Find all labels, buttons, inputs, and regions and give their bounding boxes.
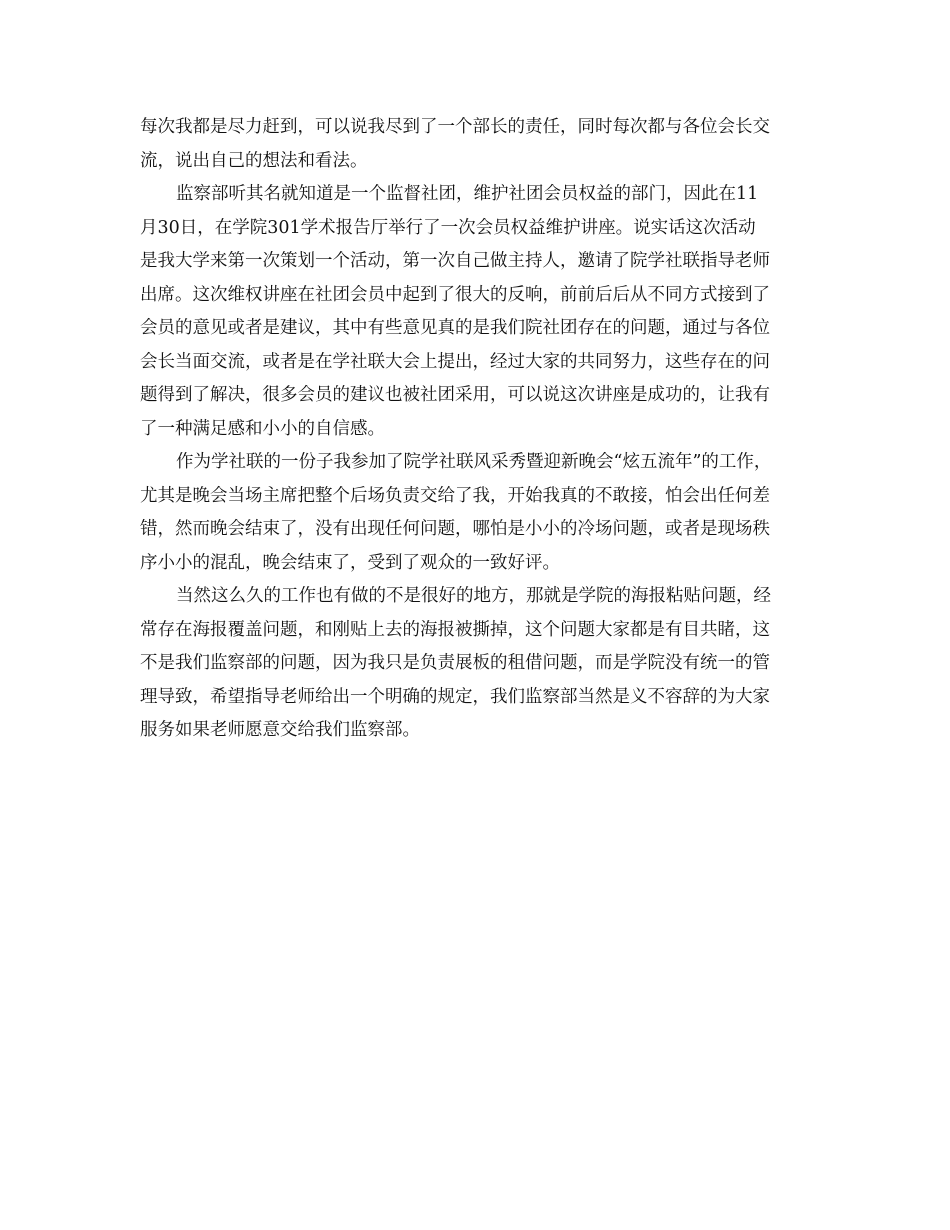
paragraph-line: 会员的意见或者是建议，其中有些意见真的是我们院社团存在的问题，通过与各位 (140, 318, 770, 338)
document-body (140, 111, 812, 748)
paragraph-line: 常存在海报覆盖问题，和刚贴上去的海报被撕掉，这个问题大家都是有目共睹，这 (140, 619, 770, 640)
paragraph-line: 错，然而晚会结束了，没有出现任何问题，哪怕是小小的冷场问题，或者是现场秩 (140, 519, 770, 539)
paragraph-line: 了一种满足感和小小的自信感。 (140, 418, 385, 439)
paragraph-line: 流，说出自己的想法和看法。 (140, 150, 368, 171)
paragraph-line: 当然这么久的工作也有做的不是很好的地方，那就是学院的海报粘贴问题，经 (176, 586, 771, 606)
paragraph-1 (140, 111, 812, 178)
paragraph-4 (140, 580, 812, 748)
paragraph-line: 题得到了解决，很多会员的建议也被社团采用，可以说这次讲座是成功的，让我有 (140, 385, 770, 405)
paragraph-2 (140, 178, 812, 446)
paragraph-line: 服务如果老师愿意交给我们监察部。 (140, 720, 420, 740)
paragraph-line: 理导致，希望指导老师给出一个明确的规定，我们监察部当然是义不容辞的为大家 (140, 686, 770, 707)
paragraph-line: 不是我们监察部的问题，因为我只是负责展板的租借问题，而是学院没有统一的管 (140, 653, 770, 673)
paragraph-line: 序小小的混乱，晚会结束了，受到了观众的一致好评。 (140, 552, 560, 573)
paragraph-line: 是我大学来第一次策划一个活动，第一次自己做主持人，邀请了院学社联指导老师 (140, 251, 770, 271)
paragraph-3 (140, 446, 812, 580)
paragraph-line: 监察部听其名就知道是一个监督社团，维护社团会员权益的部门，因此在11 (176, 184, 759, 204)
paragraph-line: 尤其是晚会当场主席把整个后场负责交给了我，开始我真的不敢接，怕会出任何差 (140, 485, 770, 506)
paragraph-line: 每次我都是尽力赶到，可以说我尽到了一个部长的责任，同时每次都与各位会长交 (140, 117, 770, 137)
paragraph-line: 出席。这次维权讲座在社团会员中起到了很大的反响，前前后后从不同方式接到了 (140, 284, 770, 305)
paragraph-line: 月30日，在学院301学术报告厅举行了一次会员权益维护讲座。说实话这次活动 (140, 217, 756, 238)
paragraph-line: 作为学社联的一份子我参加了院学社联风采秀暨迎新晚会“炫五流年”的工作， (176, 452, 772, 472)
paragraph-line: 会长当面交流，或者是在学社联大会上提出，经过大家的共同努力，这些存在的问 (140, 351, 770, 372)
